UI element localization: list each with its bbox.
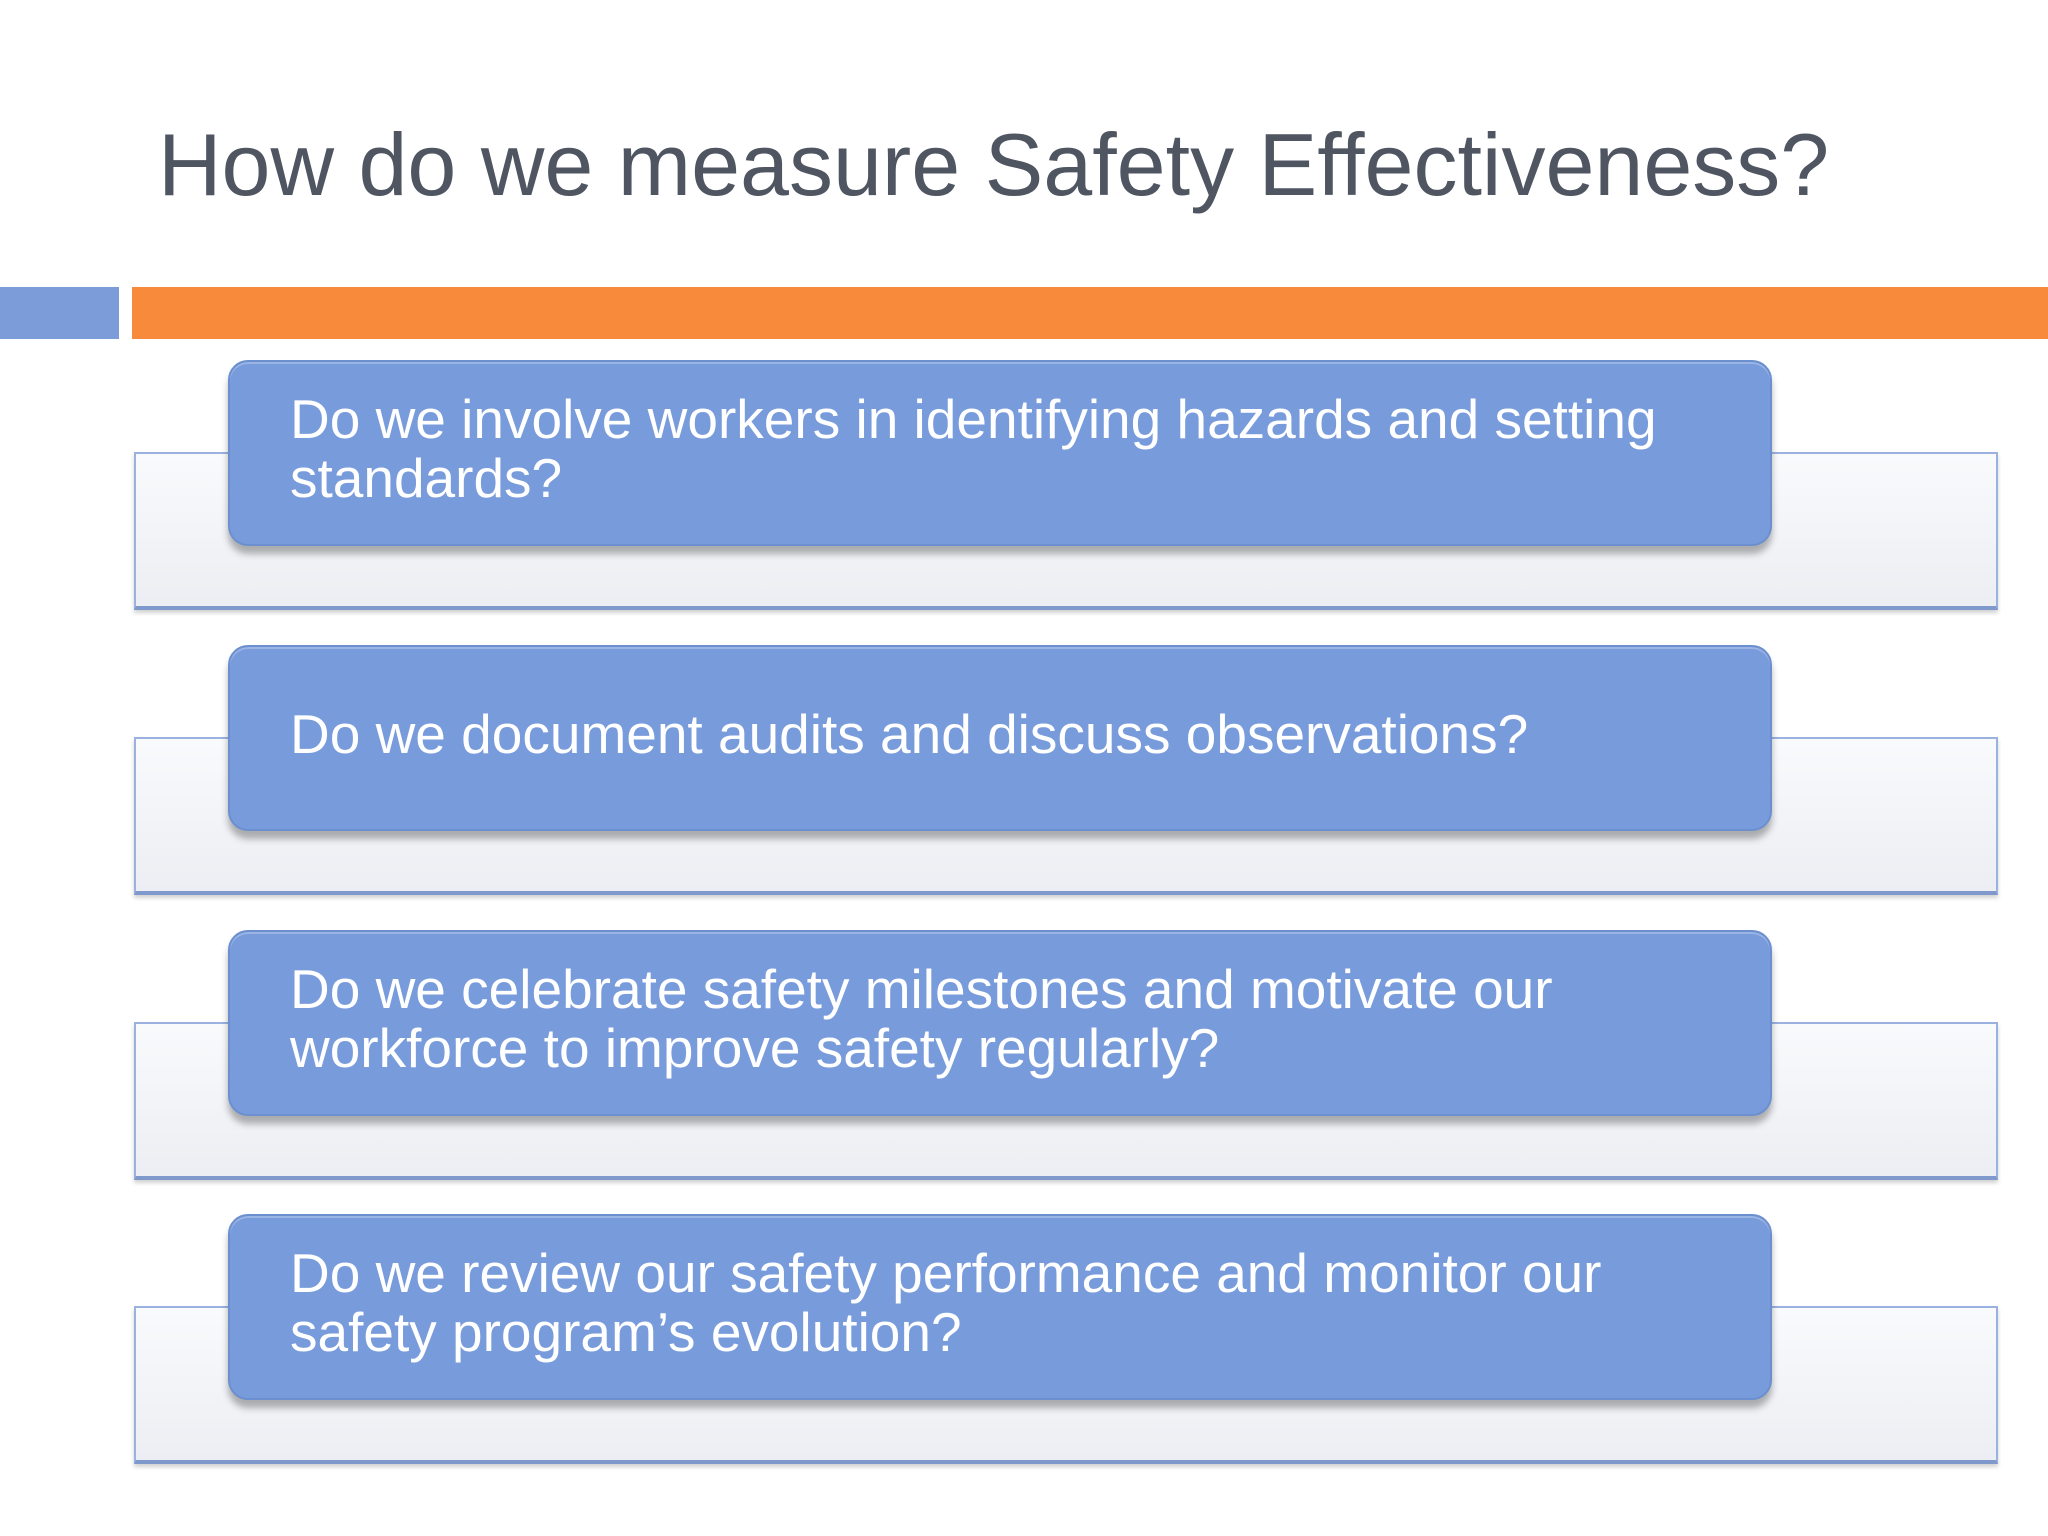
question-item	[0, 360, 2048, 630]
question-item	[0, 930, 2048, 1200]
question-text: Do we document audits and discuss observations?	[290, 702, 1529, 765]
question-card	[228, 930, 1772, 1116]
slide-title: How do we measure Safety Effectiveness?	[158, 115, 1830, 214]
question-card	[228, 360, 1772, 546]
question-text: Do we celebrate safety milestones and motivate our workforce to improve safety regularly?	[290, 958, 1553, 1079]
question-card	[228, 1214, 1772, 1400]
question-item	[0, 645, 2048, 915]
question-item	[0, 1214, 2048, 1484]
question-text: Do we involve workers in identifying hazards and setting standards?	[290, 388, 1657, 509]
question-text: Do we review our safety performance and monitor our safety program’s evolution?	[290, 1242, 1602, 1363]
question-card	[228, 645, 1772, 831]
